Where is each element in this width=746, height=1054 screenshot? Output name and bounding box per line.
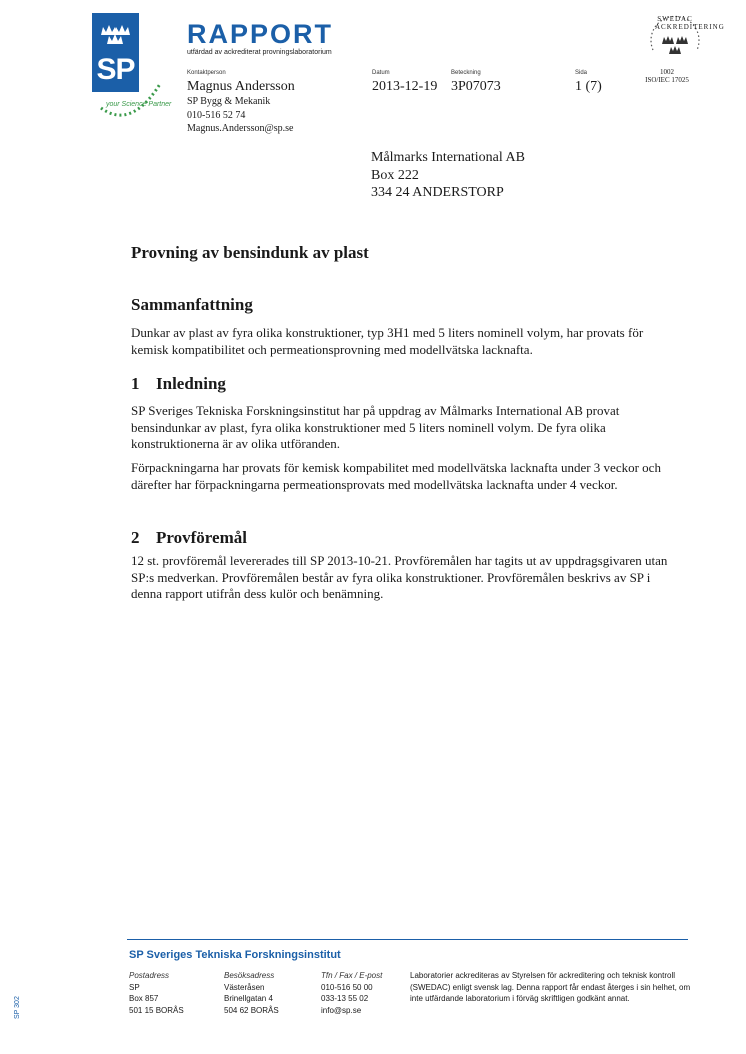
section-1-paragraph-2: Förpackningarna har provats för kemisk kompabilitet med modellvätska lacknafta under 3 veckor och därefter har förpackningarna permeationsprovats med modellvätska lacknafta under 4 veckor. [131,460,661,492]
footer-fax: 033-13 55 02 [321,994,369,1004]
footer-postal-address [129,970,184,1016]
summary-heading: Sammanfattning [131,295,253,314]
recipient-company: Målmarks International AB [371,150,525,165]
section-1-heading: Inledning [156,374,226,393]
section-2-heading: Provföremål [156,528,247,547]
report-date: 2013-12-19 [372,79,438,94]
reference-label: Beteckning [451,70,481,76]
date-label: Datum [372,70,390,76]
visit-line-1: Västeråsen [224,982,265,992]
postal-line-3: 501 15 BORÅS [129,1005,184,1015]
seal-standard: ISO/IEC 17025 [645,76,689,85]
postal-line-2: Box 857 [129,994,159,1004]
side-code: SP 302 [14,996,21,1019]
logo-arc-text: your Science Partner [106,101,172,108]
visit-label: Besöksadress [224,971,275,980]
science-partner-arc-icon [96,70,166,125]
contact-email: Magnus.Andersson@sp.se [187,123,294,134]
contact-details [187,95,293,136]
document-title: Provning av bensindunk av plast [131,243,369,262]
report-title: RAPPORT [187,19,334,49]
recipient-city: 334 24 ANDERSTORP [371,185,504,200]
seal-number: 1002 [660,68,674,76]
footer-accreditation-text: Laboratorier ackrediteras av Styrelsen för ackreditering och teknisk kontroll (SWEDAC) enligt svensk lag. Denna rapport får endast återges i sin helhet, om inte utfärdande laboratorium i förväg skriftligen godkänt annat. [410,971,691,1004]
recipient-box: Box 222 [371,167,419,183]
footer-contact-label: Tfn / Fax / E-post [321,971,383,980]
section-2-number: 2 [131,528,140,547]
page-label: Sida [575,70,588,76]
page-number: 1 (7) [575,79,602,94]
seal-caption [632,68,702,85]
summary-text: Dunkar av plast av fyra olika konstruktioner, typ 3H1 med 5 liters nominell volym, har provats för kemisk kompatibilitet och permeationsprovning med modellvätska lacknafta. [131,325,644,357]
footer-email: info@sp.se [321,1005,362,1015]
contact-label: Kontaktperson [187,70,226,76]
recipient-address [371,149,525,202]
footer-phone: 010-516 50 00 [321,982,373,992]
section-2-paragraph-1: 12 st. provföremål levererades till SP 2013-10-21. Provföremålen har tagits ut av uppdragsgivaren utan SP:s medverkan. Provföremålen består av fyra olika konstruktioner. Provföremålen beskrivs av SP i denna rapport utifrån dess kulör och benämning. [131,553,668,602]
postal-label: Postadress [129,971,170,980]
report-subtitle: utfärdad av ackrediterat provningslaboratorium [187,49,332,56]
section-1-paragraph-1: SP Sveriges Tekniska Forskningsinstitut har på uppdrag av Målmarks International AB provat bensindunkar av plast, fyra olika konstruktioner med 5 liters nominell volym. De fyra olika konstruktionerna är av olika utföranden. [131,403,620,452]
visit-line-3: 504 62 BORÅS [224,1005,279,1015]
crowns-icon [99,23,132,45]
contact-name: Magnus Andersson [187,79,295,94]
footer-visit-address [224,970,279,1016]
footer-divider [127,939,688,940]
footer-org-name: SP Sveriges Tekniska Forskningsinstitut [129,949,341,961]
seal-text: SWEDAC ACKREDITERING [655,15,725,31]
section-1-number: 1 [131,374,140,393]
footer-contact [321,970,382,1016]
contact-unit: SP Bygg & Mekanik [187,96,271,107]
logo-text: SP [96,53,135,86]
reference-number: 3P07073 [451,79,501,94]
visit-line-2: Brinellgatan 4 [224,994,273,1004]
postal-line-1: SP [129,982,140,992]
contact-phone: 010-516 52 74 [187,109,246,121]
